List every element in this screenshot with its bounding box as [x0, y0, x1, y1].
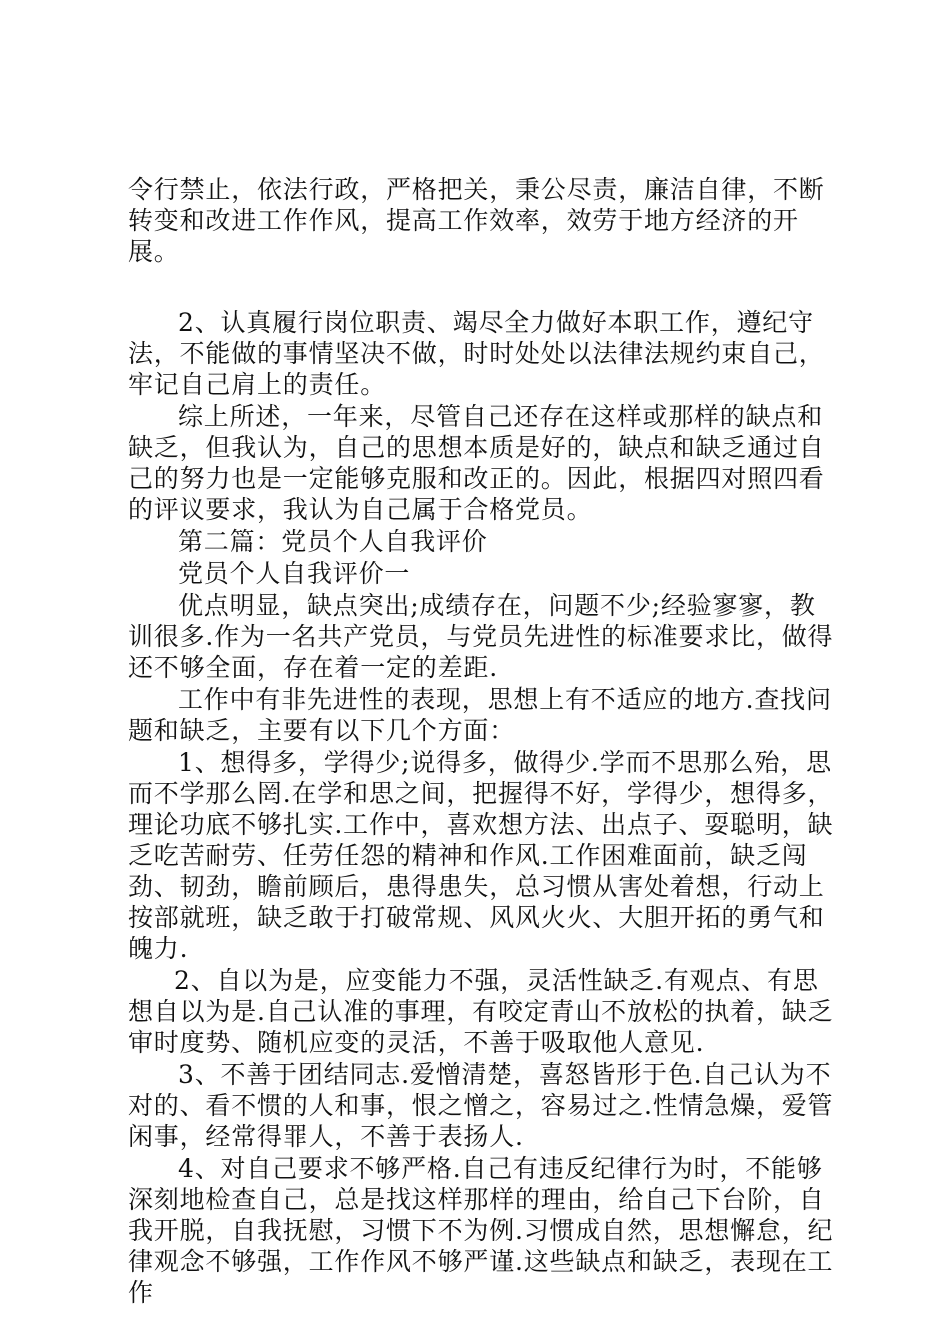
- paragraph-duty: 2、认真履行岗位职责、竭尽全力做好本职工作，遵纪守法，不能做的事情坚决不做，时时处处以法律法规约束自己，牢记自己肩上的责任。: [128, 308, 825, 399]
- paragraph-problems-intro: 工作中有非先进性的表现，思想上有不适应的地方.查找问题和缺乏，主要有以下几个方面：: [128, 685, 832, 745]
- list-item-4: 4、对自己要求不够严格.自己有违反纪律行为时，不能够深刻地检查自己，总是找这样那样的理由，给自己下台阶，自我开脱，自我抚慰，习惯下不为例.习惯成自然，思想懈怠，纪律观念不够强，工作作风不够严谨.这些缺点和缺乏，表现在工作: [128, 1154, 834, 1307]
- list-item-1: 1、想得多，学得少;说得多，做得少.学而不思那么殆，思而不学那么罔.在学和思之间，把握得不好，学得少，想得多，理论功底不够扎实.工作中，喜欢想方法、出点子、耍聪明，缺乏吃苦耐劳、任劳任怨的精神和作风.工作困难面前，缺乏闯劲、韧劲，瞻前顾后，患得患失，总习惯从害处着想，行动上按部就班，缺乏敢于打破常规、风风火火、大胆开拓的勇气和魄力.: [128, 748, 834, 963]
- paragraph-summary: 综上所述，一年来，尽管自己还存在这样或那样的缺点和缺乏，但我认为，自己的思想本质是好的，缺点和缺乏通过自己的努力也是一定能够克服和改正的。因此，根据四对照四看的评议要求，我认为自己属于合格党员。: [128, 402, 825, 524]
- paragraph-continuation: 令行禁止，依法行政，严格把关，秉公尽责，廉洁自律，不断转变和改进工作作风，提高工作效率，效劳于地方经济的开展。: [128, 175, 825, 266]
- section-heading: 第二篇：党员个人自我评价: [178, 527, 488, 556]
- subsection-heading: 党员个人自我评价一: [178, 559, 411, 588]
- document-body: [128, 174, 838, 1309]
- list-item-2: 2、自以为是，应变能力不强，灵活性缺乏.有观点、有思想自以为是.自己认准的事理，有咬定青山不放松的执着，缺乏审时度势、随机应变的灵活，不善于吸取他人意见.: [128, 966, 834, 1057]
- list-item-3: 3、不善于团结同志.爱憎清楚，喜怒皆形于色.自己认为不对的、看不惯的人和事，恨之憎之，容易过之.性情急燥，爱管闲事，经常得罪人，不善于表扬人.: [128, 1060, 834, 1151]
- paragraph-intro: 优点明显，缺点突出;成绩存在，问题不少;经验寥寥，教训很多.作为一名共产党员，与党员先进性的标准要求比，做得还不够全面，存在着一定的差距.: [128, 591, 834, 682]
